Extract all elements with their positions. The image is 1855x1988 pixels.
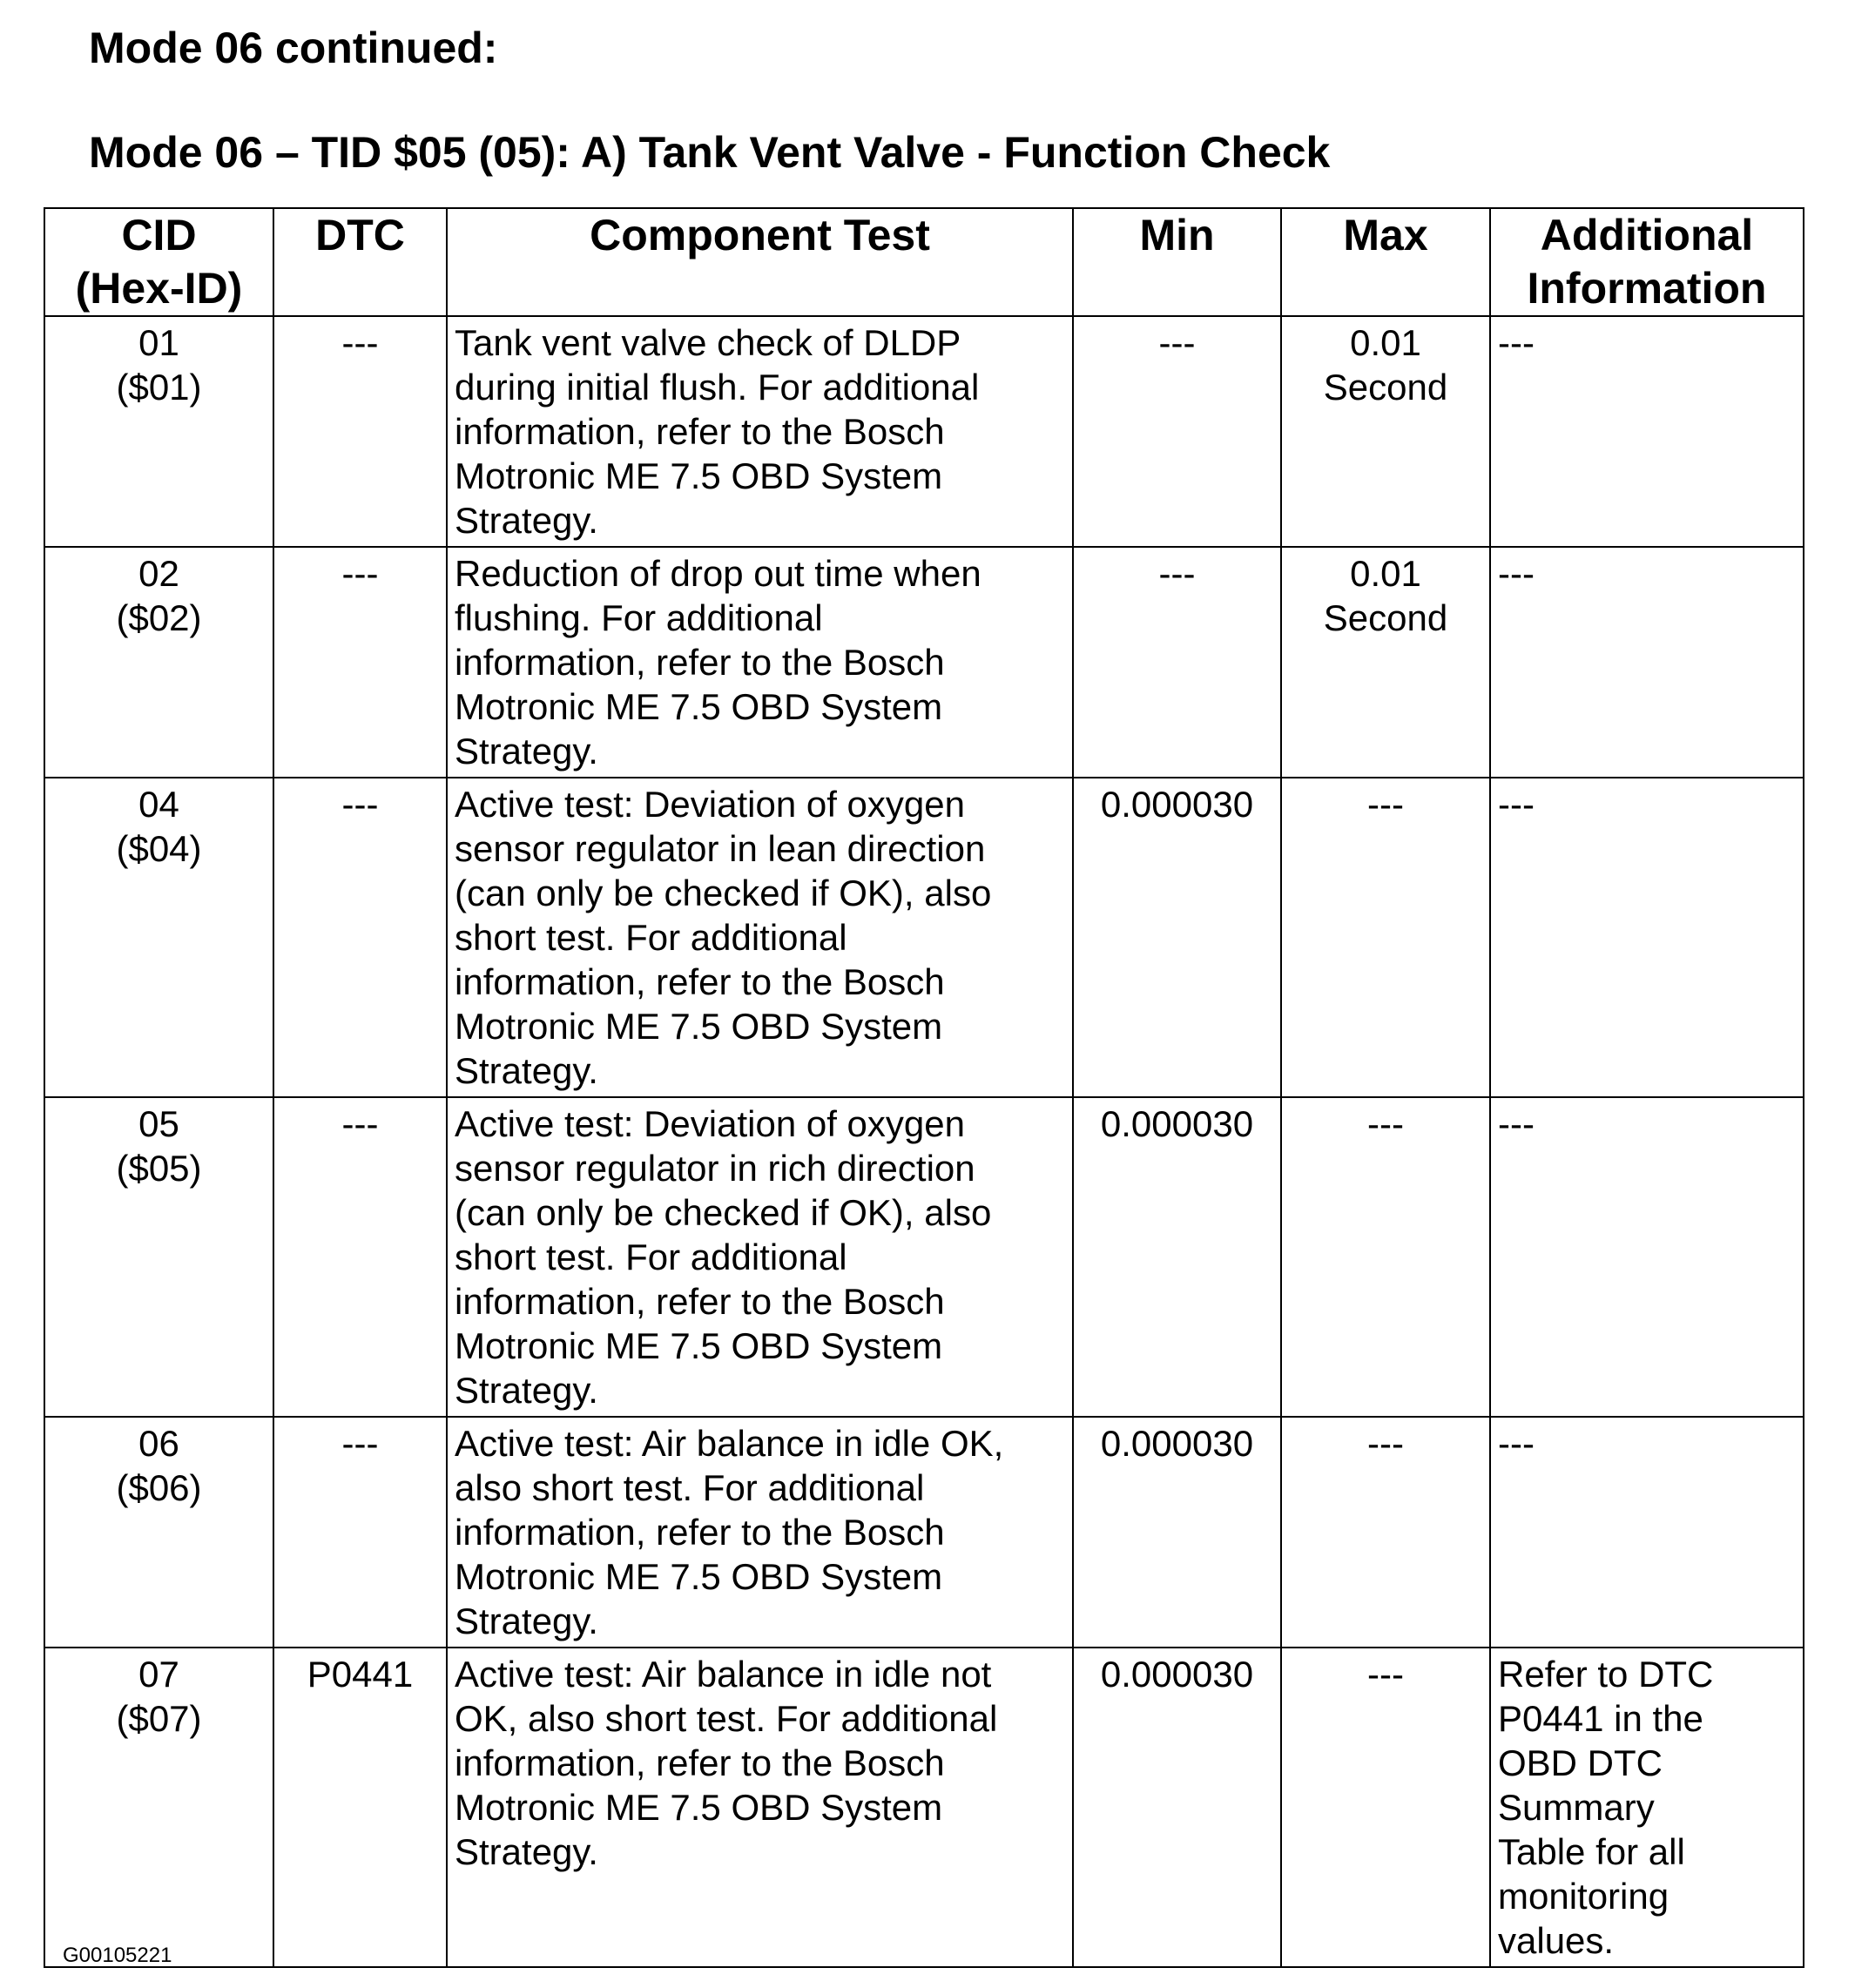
cell-additional-information-line: Summary xyxy=(1498,1787,1655,1828)
cell-component-test-line: Strategy. xyxy=(455,500,598,541)
cell-max-line: 0.01 xyxy=(1350,553,1421,594)
header-additional-information xyxy=(1490,208,1804,316)
cell-component-test-line: information, refer to the Bosch xyxy=(455,411,945,452)
cell-component-test-line: short test. For additional xyxy=(455,917,847,958)
table-row xyxy=(44,1417,1804,1648)
cell-max-line: --- xyxy=(1367,1654,1404,1695)
cell-min xyxy=(1073,1417,1281,1648)
cell-cid xyxy=(44,316,273,547)
cell-cid xyxy=(44,1648,273,1967)
cell-dtc: --- xyxy=(273,778,447,1097)
cell-cid xyxy=(44,1097,273,1417)
cell-component-test-line: short test. For additional xyxy=(455,1237,847,1277)
header-cid-line-2: (Hex-ID) xyxy=(75,264,243,313)
cell-cid-line: 02 xyxy=(138,553,179,594)
cell-cid-line: ($06) xyxy=(116,1467,202,1508)
cell-min xyxy=(1073,778,1281,1097)
cell-component-test-line: Strategy. xyxy=(455,1831,598,1872)
table-body xyxy=(44,316,1804,1967)
cell-component-test-line: Active test: Air balance in idle OK, xyxy=(455,1423,1004,1464)
cell-max-line: --- xyxy=(1367,784,1404,825)
header-dtc xyxy=(273,208,447,316)
table-row xyxy=(44,316,1804,547)
cell-component-test-line: (can only be checked if OK), also xyxy=(455,873,992,913)
cell-dtc: --- xyxy=(273,316,447,547)
cell-additional-information-line: P0441 in the xyxy=(1498,1698,1703,1739)
cell-dtc: --- xyxy=(273,1097,447,1417)
cell-component-test xyxy=(447,778,1073,1097)
cell-additional-information xyxy=(1490,547,1804,778)
cell-min xyxy=(1073,316,1281,547)
cell-cid-line: ($02) xyxy=(116,597,202,638)
cell-cid-line: 05 xyxy=(138,1103,179,1144)
table-row xyxy=(44,1648,1804,1967)
cell-component-test-line: sensor regulator in rich direction xyxy=(455,1148,975,1189)
cell-component-test-line: information, refer to the Bosch xyxy=(455,961,945,1002)
cell-additional-information-line: Refer to DTC xyxy=(1498,1654,1714,1695)
cell-min-line: 0.000030 xyxy=(1100,784,1254,825)
cell-component-test-line: OK, also short test. For additional xyxy=(455,1698,998,1739)
header-additional-line-2: Information xyxy=(1527,264,1767,313)
cell-dtc: P0441 xyxy=(273,1648,447,1967)
cell-component-test-line: also short test. For additional xyxy=(455,1467,925,1508)
cell-dtc: --- xyxy=(273,1417,447,1648)
cell-cid-line: 01 xyxy=(138,322,179,363)
cell-cid xyxy=(44,778,273,1097)
cell-max-line: --- xyxy=(1367,1103,1404,1144)
cell-cid-line: ($04) xyxy=(116,828,202,869)
cell-max-line: 0.01 xyxy=(1350,322,1421,363)
cell-additional-information xyxy=(1490,778,1804,1097)
cell-component-test xyxy=(447,1097,1073,1417)
cell-component-test-line: Motronic ME 7.5 OBD System xyxy=(455,1006,943,1047)
cell-additional-information-line: --- xyxy=(1498,1423,1535,1464)
cell-min xyxy=(1073,1097,1281,1417)
cell-max xyxy=(1281,316,1490,547)
cell-cid-line: ($01) xyxy=(116,367,202,408)
cell-component-test-line: Strategy. xyxy=(455,731,598,772)
cell-dtc: --- xyxy=(273,547,447,778)
header-max-line-1: Max xyxy=(1343,211,1428,259)
tid-title-heading: Mode 06 – TID $05 (05): A) Tank Vent Valve - Function Check xyxy=(89,128,1331,177)
header-max xyxy=(1281,208,1490,316)
cell-max-line: Second xyxy=(1323,597,1448,638)
header-additional-line-1: Additional xyxy=(1540,211,1754,259)
cell-cid-line: 04 xyxy=(138,784,179,825)
cell-additional-information-line: --- xyxy=(1498,1103,1535,1144)
table-row xyxy=(44,547,1804,778)
header-cid xyxy=(44,208,273,316)
table-row xyxy=(44,1097,1804,1417)
cell-component-test-line: Motronic ME 7.5 OBD System xyxy=(455,1787,943,1828)
figure-code: G00105221 xyxy=(63,1944,172,1967)
cell-component-test-line: Motronic ME 7.5 OBD System xyxy=(455,686,943,727)
cell-component-test-line: information, refer to the Bosch xyxy=(455,642,945,683)
cell-additional-information-line: OBD DTC xyxy=(1498,1742,1663,1783)
cell-min xyxy=(1073,1648,1281,1967)
cell-additional-information xyxy=(1490,1417,1804,1648)
cell-min-line: --- xyxy=(1158,553,1196,594)
header-cid-line-1: CID xyxy=(121,211,197,259)
cell-component-test xyxy=(447,1648,1073,1967)
cell-min xyxy=(1073,547,1281,778)
cell-component-test-line: flushing. For additional xyxy=(455,597,823,638)
cell-additional-information-line: --- xyxy=(1498,553,1535,594)
cell-min-line: --- xyxy=(1158,322,1196,363)
cell-max xyxy=(1281,1648,1490,1967)
cell-cid-line: 07 xyxy=(138,1654,179,1695)
cell-component-test xyxy=(447,547,1073,778)
cell-component-test-line: during initial flush. For additional xyxy=(455,367,980,408)
cell-additional-information-line: values. xyxy=(1498,1920,1615,1961)
cell-component-test-line: Motronic ME 7.5 OBD System xyxy=(455,1325,943,1366)
header-min-line-1: Min xyxy=(1139,211,1215,259)
cell-component-test-line: Strategy. xyxy=(455,1601,598,1641)
cell-max xyxy=(1281,547,1490,778)
mode06-tid05-table xyxy=(44,207,1804,1968)
cell-component-test-line: information, refer to the Bosch xyxy=(455,1281,945,1322)
cell-component-test-line: Active test: Air balance in idle not xyxy=(455,1654,992,1695)
cell-component-test-line: Strategy. xyxy=(455,1050,598,1091)
cell-max xyxy=(1281,1097,1490,1417)
cell-max-line: Second xyxy=(1323,367,1448,408)
cell-component-test-line: Active test: Deviation of oxygen xyxy=(455,1103,965,1144)
cell-component-test-line: Strategy. xyxy=(455,1370,598,1411)
cell-component-test-line: Active test: Deviation of oxygen xyxy=(455,784,965,825)
cell-cid-line: ($07) xyxy=(116,1698,202,1739)
continued-heading: Mode 06 continued: xyxy=(89,24,498,72)
cell-max-line: --- xyxy=(1367,1423,1404,1464)
cell-additional-information-line: monitoring xyxy=(1498,1876,1670,1917)
header-component-test xyxy=(447,208,1073,316)
cell-max xyxy=(1281,1417,1490,1648)
header-component-test-line-1: Component Test xyxy=(590,211,930,259)
cell-additional-information xyxy=(1490,1648,1804,1967)
table-row xyxy=(44,778,1804,1097)
cell-max xyxy=(1281,778,1490,1097)
cell-component-test xyxy=(447,316,1073,547)
cell-cid xyxy=(44,547,273,778)
cell-min-line: 0.000030 xyxy=(1100,1103,1254,1144)
cell-min-line: 0.000030 xyxy=(1100,1423,1254,1464)
cell-additional-information xyxy=(1490,1097,1804,1417)
cell-component-test-line: information, refer to the Bosch xyxy=(455,1742,945,1783)
cell-additional-information-line: --- xyxy=(1498,784,1535,825)
cell-cid-line: ($05) xyxy=(116,1148,202,1189)
cell-component-test-line: sensor regulator in lean direction xyxy=(455,828,986,869)
cell-component-test-line: (can only be checked if OK), also xyxy=(455,1192,992,1233)
cell-min-line: 0.000030 xyxy=(1100,1654,1254,1695)
header-dtc-line-1: DTC xyxy=(315,211,405,259)
cell-additional-information xyxy=(1490,316,1804,547)
cell-component-test-line: Tank vent valve check of DLDP xyxy=(455,322,961,363)
header-min xyxy=(1073,208,1281,316)
cell-component-test-line: information, refer to the Bosch xyxy=(455,1512,945,1553)
cell-component-test xyxy=(447,1417,1073,1648)
table-header-row xyxy=(44,208,1804,316)
cell-cid xyxy=(44,1417,273,1648)
cell-additional-information-line: Table for all xyxy=(1498,1831,1685,1872)
cell-component-test-line: Motronic ME 7.5 OBD System xyxy=(455,1556,943,1597)
cell-cid-line: 06 xyxy=(138,1423,179,1464)
cell-component-test-line: Motronic ME 7.5 OBD System xyxy=(455,455,943,496)
cell-component-test-line: Reduction of drop out time when xyxy=(455,553,981,594)
cell-additional-information-line: --- xyxy=(1498,322,1535,363)
